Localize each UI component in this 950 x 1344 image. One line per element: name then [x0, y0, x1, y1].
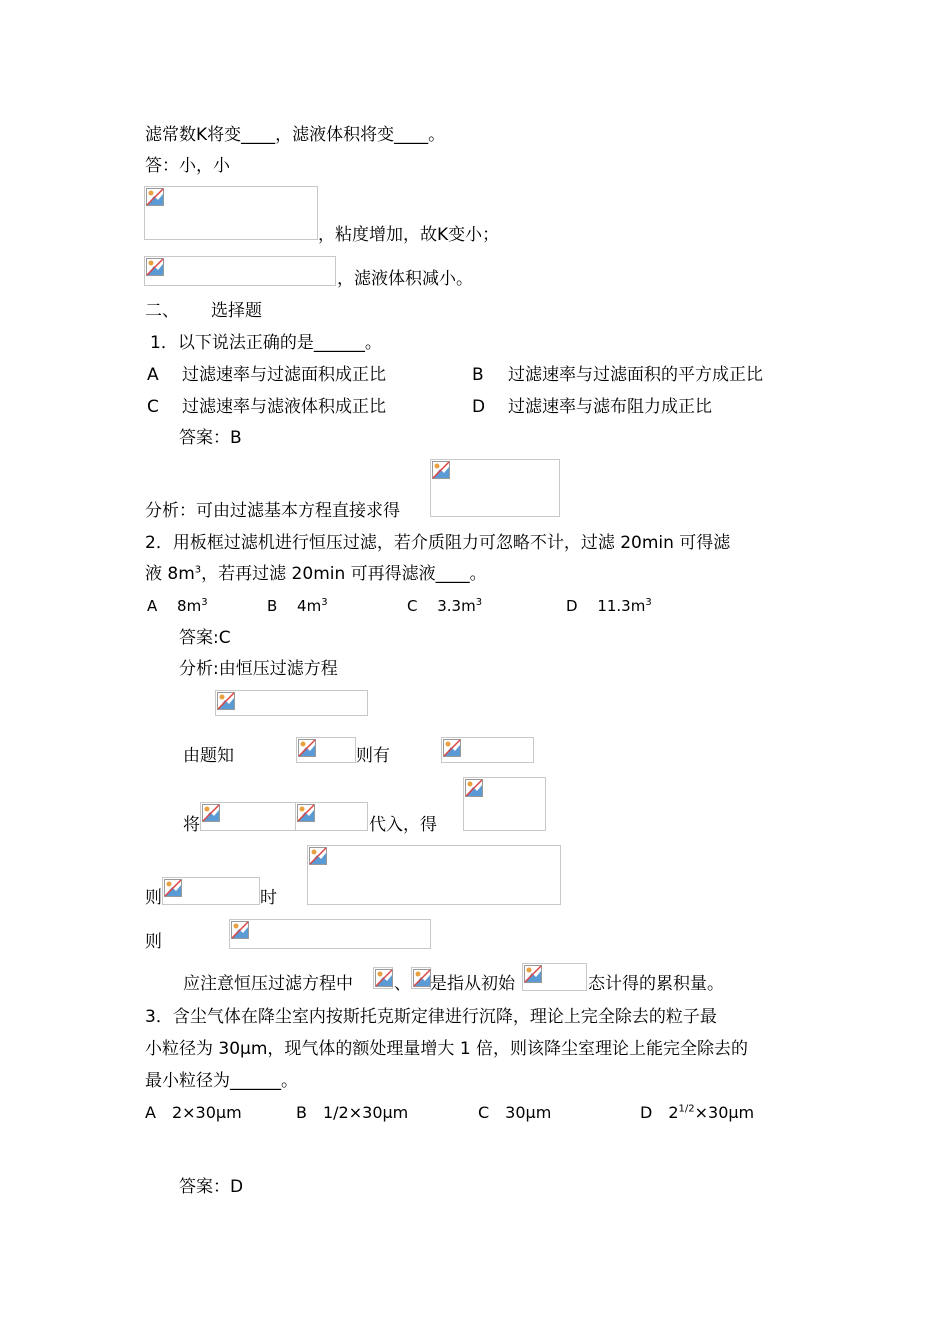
question-stem: 1．以下说法正确的是______。 [150, 333, 382, 353]
option-label: D [472, 397, 486, 417]
broken-image-icon [229, 919, 431, 949]
option-text: 过滤速率与过滤面积成正比 [182, 365, 386, 385]
option-label: B [472, 365, 484, 385]
broken-image-icon [144, 186, 318, 240]
option-a: A $8m^3$ [147, 597, 208, 615]
broken-image-icon [307, 845, 561, 905]
broken-image-icon [441, 737, 534, 763]
broken-image-icon [411, 967, 431, 989]
option-label: C [147, 397, 159, 417]
analysis-text: 分析:由恒压过滤方程 [179, 659, 338, 679]
text-line: 是指从初始 [430, 974, 515, 994]
answer-text: 答：小，小 [145, 156, 230, 176]
option-c: C 30μm [478, 1103, 552, 1122]
broken-image-icon [200, 802, 297, 831]
text-line: ，粘度增加，故K变小； [318, 225, 500, 245]
answer-text: 答案：B [179, 428, 242, 448]
text-line: 态计得的累积量。 [588, 974, 724, 994]
answer-text: 答案：D [179, 1177, 244, 1197]
text-line: 将 [183, 815, 200, 835]
option-d: D $2^{1/2}\times 30\mu m$ [640, 1103, 755, 1122]
option-text: 过滤速率与滤布阻力成正比 [508, 397, 712, 417]
text-line: 滤常数K将变____，滤液体积将变____。 [145, 125, 446, 145]
question-stem: 3．含尘气体在降尘室内按斯托克斯定律进行沉降，理论上完全除去的粒子最 [145, 1007, 717, 1027]
text-line: 则 [145, 932, 162, 952]
option-label: A [147, 365, 159, 385]
text-line: 应注意恒压过滤方程中 [183, 974, 353, 994]
analysis-text: 分析：可由过滤基本方程直接求得 [145, 501, 400, 521]
text-line: 由题知 [183, 746, 234, 766]
section-title: 选择题 [211, 301, 262, 321]
text-line: 时 [260, 888, 277, 908]
option-c: C $3.3m^3$ [407, 597, 483, 615]
question-stem: 2．用板框过滤机进行恒压过滤，若介质阻力可忽略不计，过滤 20min 可得滤 [145, 533, 731, 553]
question-stem-cont: 小粒径为 30μm，现气体的额处理量增大 1 倍，则该降尘室理论上能完全除去的 [145, 1039, 749, 1059]
answer-text: 答案:C [179, 628, 231, 648]
question-stem-cont: 最小粒径为______。 [145, 1071, 298, 1091]
broken-image-icon [162, 877, 260, 905]
option-b: B $4m^3$ [267, 597, 328, 615]
broken-image-icon [215, 690, 368, 716]
option-text: 过滤速率与过滤面积的平方成正比 [508, 365, 763, 385]
option-b: B 1/2×30μm [296, 1103, 409, 1122]
broken-image-icon [296, 737, 356, 763]
section-number: 二、 [145, 301, 179, 321]
text-line: ，滤液体积减小。 [337, 269, 473, 289]
option-text: 过滤速率与滤液体积成正比 [182, 397, 386, 417]
text-line: 则 [145, 888, 162, 908]
broken-image-icon [430, 459, 560, 517]
text-line: 、 [394, 974, 411, 994]
broken-image-icon [373, 967, 393, 989]
option-d: D $11.3m^3$ [566, 597, 652, 615]
broken-image-icon [463, 777, 546, 831]
broken-image-icon [522, 963, 587, 991]
text-line: 则有 [356, 746, 390, 766]
text-line: 代入，得 [369, 815, 437, 835]
question-stem-cont: 液 $8m^3$，若再过滤 20min 可再得滤液____。 [145, 564, 487, 584]
broken-image-icon [295, 802, 368, 831]
option-a: A 2×30μm [145, 1103, 242, 1122]
broken-image-icon [144, 256, 336, 286]
